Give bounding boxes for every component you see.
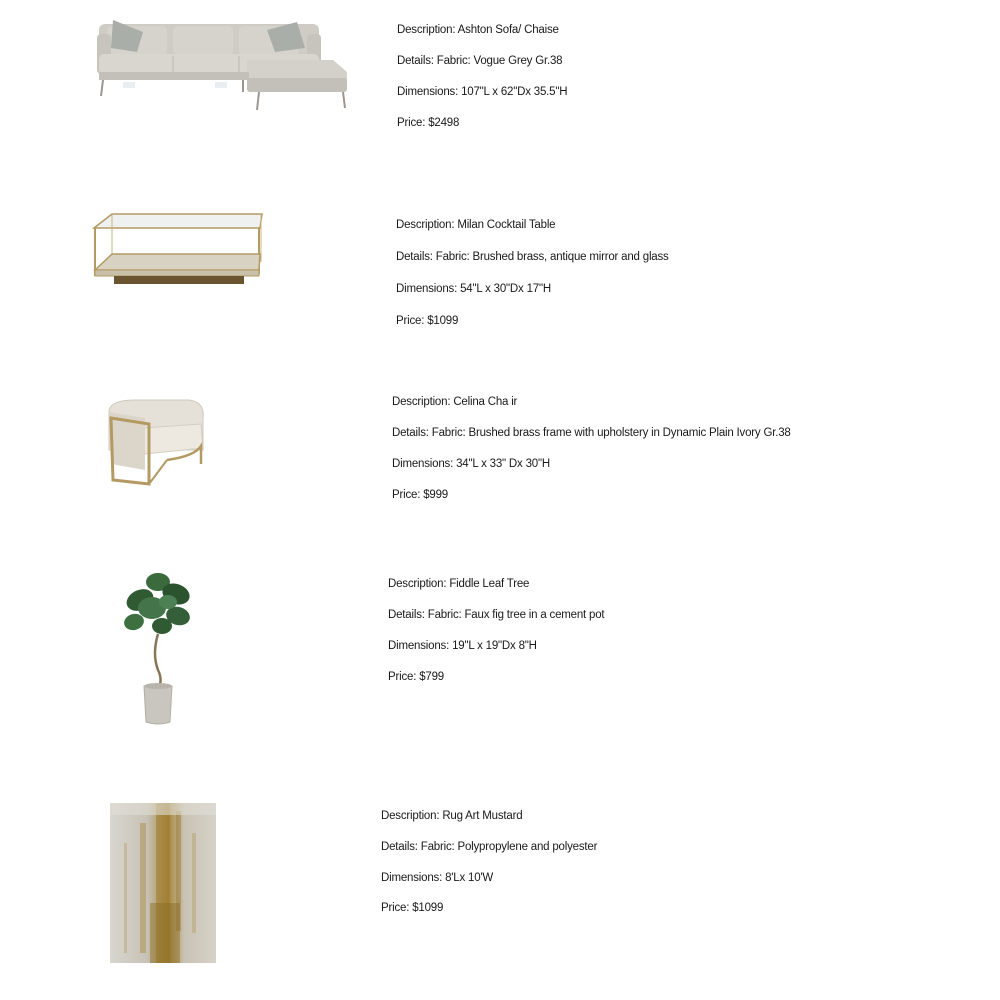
item-dimensions: Dimensions: 34"L x 33" Dx 30"H <box>392 458 550 470</box>
item-dimensions: Dimensions: 19"L x 19"Dx 8"H <box>388 640 537 652</box>
item-details: Details: Fabric: Brushed brass frame with upholstery in Dynamic Plain Ivory Gr.38 <box>392 427 791 439</box>
item-dimensions: Dimensions: 54"L x 30"Dx 17"H <box>396 283 551 295</box>
item-details: Details: Fabric: Vogue Grey Gr.38 <box>397 55 563 67</box>
rug-image <box>110 803 216 963</box>
item-price: Price: $2498 <box>397 117 460 129</box>
item-price: Price: $1099 <box>396 315 459 327</box>
item-description: Description: Celina Cha ir <box>392 396 518 408</box>
fiddle-leaf-tree-image <box>120 570 198 728</box>
item-description: Description: Milan Cocktail Table <box>396 219 556 231</box>
item-description: Description: Ashton Sofa/ Chaise <box>397 24 559 36</box>
item-description: Description: Fiddle Leaf Tree <box>388 578 530 590</box>
cocktail-table-image <box>92 212 264 288</box>
item-price: Price: $1099 <box>381 902 444 914</box>
item-price: Price: $999 <box>392 489 448 501</box>
chair-image <box>105 398 209 490</box>
item-dimensions: Dimensions: 107"L x 62"Dx 35.5"H <box>397 86 568 98</box>
sofa-image <box>97 18 349 112</box>
item-details: Details: Fabric: Brushed brass, antique mirror and glass <box>396 251 669 263</box>
item-details: Details: Fabric: Polypropylene and polyester <box>381 841 598 853</box>
item-dimensions: Dimensions: 8'Lx 10'W <box>381 872 494 884</box>
item-price: Price: $799 <box>388 671 444 683</box>
item-description: Description: Rug Art Mustard <box>381 810 523 822</box>
item-details: Details: Fabric: Faux fig tree in a cement pot <box>388 609 605 621</box>
